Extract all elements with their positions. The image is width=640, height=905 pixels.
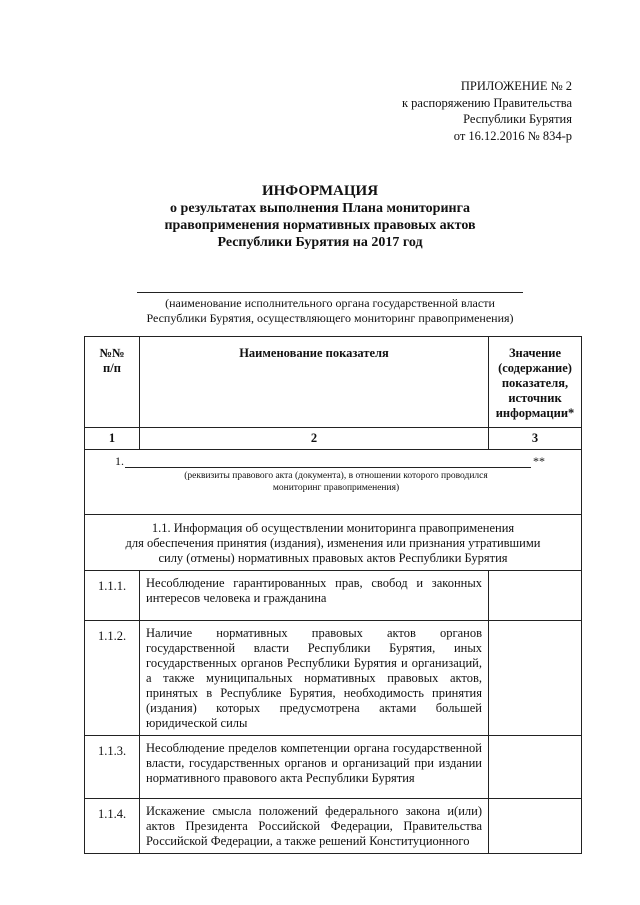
row-number: 1.1.4. bbox=[85, 799, 140, 854]
row-indicator-text: Несоблюдение пределов компетенции органа государственной власти, государственных органов и организаций при издании нормативного правового акта Республики Бурятия bbox=[140, 736, 489, 799]
header-value-line: информации* bbox=[495, 406, 575, 420]
title-line: правоприменения нормативных правовых актов bbox=[164, 218, 476, 233]
header-value bbox=[489, 337, 582, 428]
column-number-row bbox=[85, 428, 582, 450]
document-title bbox=[0, 182, 640, 251]
table-row bbox=[85, 571, 582, 621]
requisites-cell bbox=[85, 450, 582, 515]
row-number: 1.1.1. bbox=[85, 571, 140, 621]
section-heading bbox=[85, 515, 582, 571]
title-main: ИНФОРМАЦИЯ bbox=[261, 183, 379, 199]
requisites-footnote-mark: ** bbox=[533, 454, 545, 468]
appendix-date: от 16.12.2016 № 834-р bbox=[453, 128, 572, 143]
header-value-line: источник bbox=[508, 391, 562, 405]
requisites-caption bbox=[121, 470, 551, 494]
row-value-cell bbox=[489, 736, 582, 799]
header-value-line: Значение bbox=[508, 346, 562, 360]
title-line: о результатах выполнения Плана мониторинга bbox=[170, 201, 470, 216]
title-line: Республики Бурятия на 2017 год bbox=[217, 235, 423, 250]
header-indicator-name: Наименование показателя bbox=[140, 337, 489, 428]
organ-caption-line: Республики Бурятия, осуществляющего мониторинг правоприменения) bbox=[146, 311, 514, 325]
requisites-row bbox=[85, 450, 582, 515]
column-number: 2 bbox=[140, 428, 489, 450]
row-number: 1.1.3. bbox=[85, 736, 140, 799]
section-row bbox=[85, 515, 582, 571]
requisites-caption-line: (реквизиты правового акта (документа), в отношении которого проводился bbox=[184, 471, 488, 481]
requisites-prefix: 1. bbox=[115, 454, 124, 468]
header-value-line: (содержание) bbox=[498, 361, 572, 375]
column-number: 1 bbox=[85, 428, 140, 450]
row-value-cell bbox=[489, 571, 582, 621]
section-heading-line: силу (отмены) нормативных правовых актов Республики Бурятия bbox=[158, 551, 508, 565]
column-number: 3 bbox=[489, 428, 582, 450]
row-indicator-text: Наличие нормативных правовых актов органов государственной власти Республики Бурятия, иных государственных органов Республики Бурятия и организаций, а также муниципальных нормативных правовых актов, принятых в Республике Бурятия, необходимость принятия (издания) которых предусмотрена актами большей юридической силы bbox=[140, 621, 489, 736]
header-num-line: №№ bbox=[99, 346, 125, 360]
organ-caption-line: (наименование исполнительного органа государственной власти bbox=[165, 296, 495, 310]
organ-caption bbox=[100, 296, 560, 326]
row-value-cell bbox=[489, 621, 582, 736]
appendix-ref: к распоряжению Правительства bbox=[401, 95, 572, 110]
requisites-caption-line: мониторинг правоприменения) bbox=[272, 483, 400, 493]
header-num-line: п/п bbox=[103, 361, 121, 375]
indicators-table bbox=[84, 336, 582, 854]
header-value-line: показателя, bbox=[501, 376, 569, 390]
appendix-header bbox=[402, 78, 572, 144]
appendix-ref: Республики Бурятия bbox=[463, 112, 572, 126]
section-heading-line: для обеспечения принятия (издания), изменения или признания утратившими bbox=[125, 536, 541, 550]
row-number: 1.1.2. bbox=[85, 621, 140, 736]
appendix-number: ПРИЛОЖЕНИЕ № 2 bbox=[460, 79, 572, 93]
row-value-cell bbox=[489, 799, 582, 854]
row-indicator-text: Искажение смысла положений федерального закона и(или) актов Президента Российской Федерации, Правительства Российской Федерации, а также решений Конституционного bbox=[140, 799, 489, 854]
section-heading-line: 1.1. Информация об осуществлении мониторинга правоприменения bbox=[151, 521, 515, 535]
header-num bbox=[85, 337, 140, 428]
table-row bbox=[85, 621, 582, 736]
requisites-blank-line bbox=[125, 467, 531, 468]
table-header-row bbox=[85, 337, 582, 428]
organ-name-blank-line bbox=[137, 292, 523, 293]
table-row bbox=[85, 736, 582, 799]
table-row bbox=[85, 799, 582, 854]
requisites-line bbox=[115, 454, 555, 469]
row-indicator-text: Несоблюдение гарантированных прав, свобод и законных интересов человека и гражданина bbox=[140, 571, 489, 621]
